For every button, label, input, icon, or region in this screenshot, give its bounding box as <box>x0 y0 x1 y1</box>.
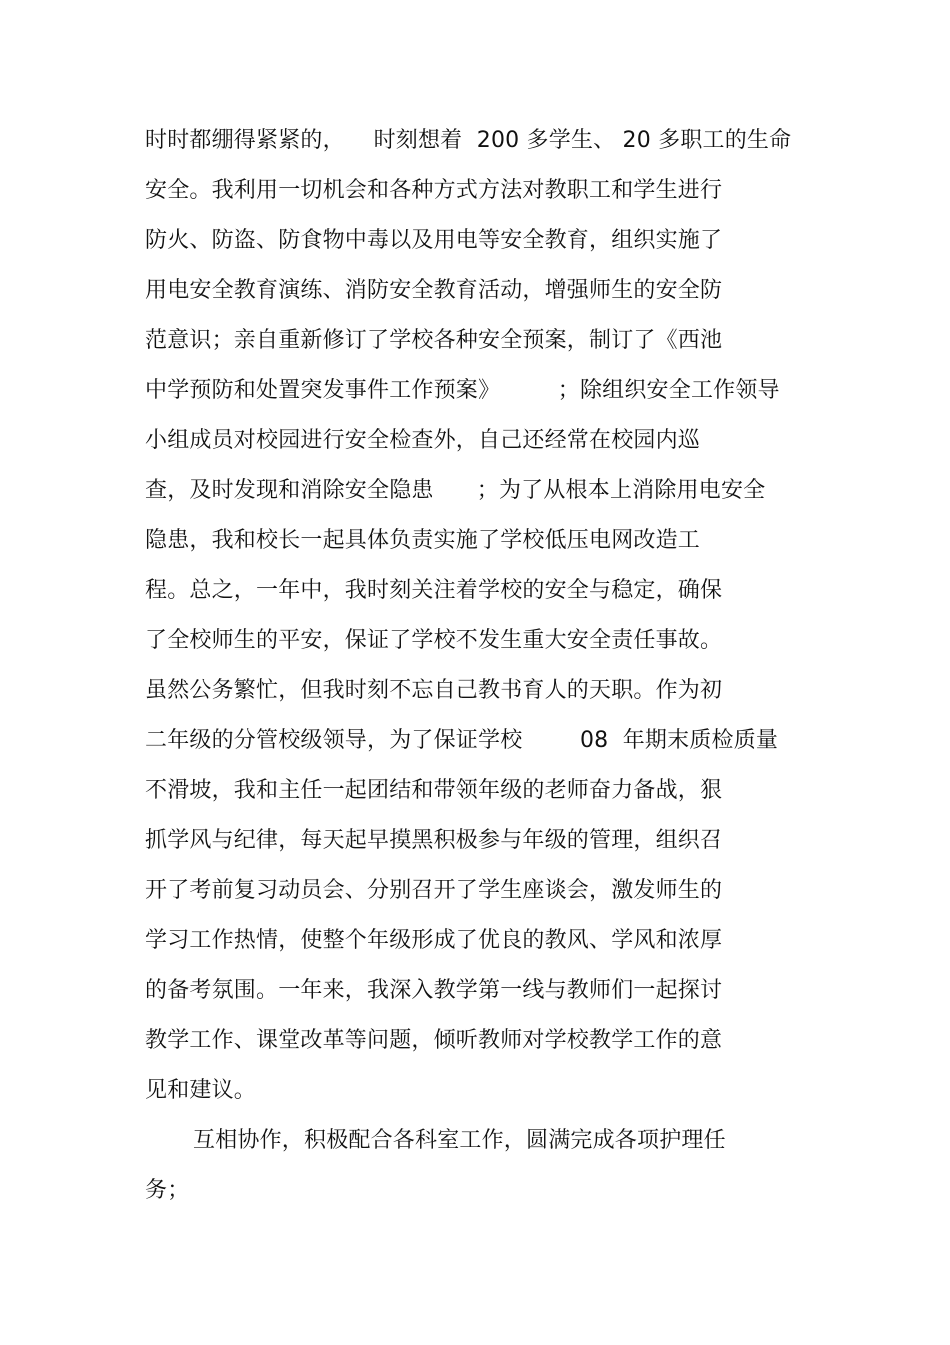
paragraph-line: 虽然公务繁忙，但我时刻不忘自己教书育人的天职。作为初 <box>145 678 723 703</box>
paragraph-line: 不滑坡，我和主任一起团结和带领年级的老师奋力备战，狠 <box>145 778 723 803</box>
paragraph-line: 中学预防和处置突发事件工作预案》 ；除组织安全工作领导 <box>145 378 780 403</box>
paragraph-line: 程。总之，一年中，我时刻关注着学校的安全与稳定，确保 <box>145 578 723 603</box>
paragraph-line: 务； <box>145 1178 190 1203</box>
paragraph-line: 互相协作，积极配合各科室工作，圆满完成各项护理任 <box>193 1128 726 1153</box>
paragraph-line: 范意识；亲自重新修订了学校各种安全预案，制订了《西池 <box>145 328 723 353</box>
paragraph-line: 时时都绷得紧紧的， 时刻想着 200 多学生、 20 多职工的生命 <box>145 128 792 153</box>
paragraph-line: 二年级的分管校级领导，为了保证学校 08 年期末质检质量 <box>145 728 779 753</box>
paragraph-line: 学习工作热情，使整个年级形成了优良的教风、学风和浓厚 <box>145 928 723 953</box>
paragraph-line: 抓学风与纪律，每天起早摸黑积极参与年级的管理，组织召 <box>145 828 723 853</box>
paragraph-line: 小组成员对校园进行安全检查外，自己还经常在校园内巡 <box>145 428 701 453</box>
paragraph-line: 教学工作、课堂改革等问题，倾听教师对学校教学工作的意 <box>145 1028 723 1053</box>
paragraph-line: 查，及时发现和消除安全隐患 ；为了从根本上消除用电安全 <box>145 478 766 503</box>
paragraph-line: 隐患，我和校长一起具体负责实施了学校低压电网改造工 <box>145 528 701 553</box>
paragraph-line: 开了考前复习动员会、分别召开了学生座谈会，激发师生的 <box>145 878 723 903</box>
paragraph-line: 的备考氛围。一年来，我深入教学第一线与教师们一起探讨 <box>145 978 723 1003</box>
paragraph-line: 用电安全教育演练、消防安全教育活动，增强师生的安全防 <box>145 278 723 303</box>
paragraph-line: 防火、防盗、防食物中毒以及用电等安全教育，组织实施了 <box>145 228 723 253</box>
paragraph-line: 安全。我利用一切机会和各种方式方法对教职工和学生进行 <box>145 178 723 203</box>
paragraph-line: 了全校师生的平安，保证了学校不发生重大安全责任事故。 <box>145 628 723 653</box>
paragraph-line: 见和建议。 <box>145 1078 257 1103</box>
